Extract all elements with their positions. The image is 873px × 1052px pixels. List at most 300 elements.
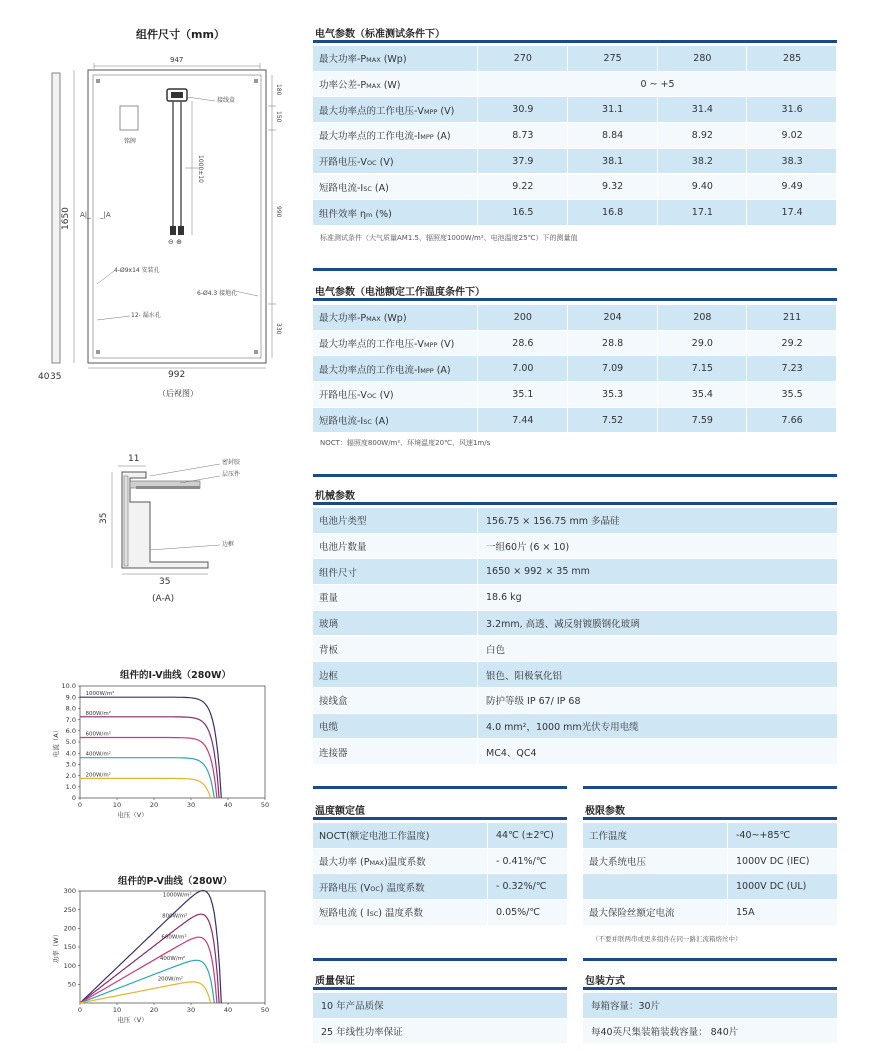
- table-row: [583, 849, 837, 874]
- series-label: 1000W/m²: [85, 691, 115, 698]
- label-text: 接线盒: [319, 696, 348, 708]
- label-unit: (Wp): [380, 313, 407, 325]
- y-tick-label: 200: [63, 924, 76, 933]
- column-divider: [727, 823, 728, 848]
- series-label: 1000W/m²: [162, 892, 192, 899]
- series-label: 600W/m²: [161, 934, 187, 941]
- column-divider: [746, 149, 747, 174]
- label-subscript: SC: [363, 184, 372, 193]
- table-cell: 7.52: [602, 414, 624, 426]
- row-label: [313, 387, 394, 401]
- section-mark-a-right: _|A: [100, 211, 111, 219]
- label-unit: (V): [376, 390, 394, 402]
- dim-frame: 35: [50, 372, 62, 382]
- dim-height: 1650: [61, 207, 71, 230]
- column-divider: [477, 72, 478, 97]
- table-row: [313, 123, 837, 148]
- label-subscript: SC: [369, 910, 379, 919]
- table-cell: 31.6: [781, 104, 803, 116]
- table-cell: 7.00: [512, 363, 534, 375]
- label-text: 最大功率点的工作电压-V: [319, 339, 424, 351]
- label-text: 最大功率-P: [319, 54, 367, 66]
- x-tick-label: 0: [77, 801, 83, 809]
- table-cell: 38.2: [691, 155, 713, 167]
- column-divider: [477, 200, 478, 225]
- label-subscript: OC: [366, 159, 377, 168]
- table-cell: 30.9: [512, 104, 534, 116]
- series-label: 800W/m²: [85, 710, 111, 717]
- label-unit: (V): [376, 157, 394, 169]
- sealant-label: 密封胶: [222, 459, 241, 466]
- column-divider: [477, 559, 478, 584]
- y-tick-label: 100: [63, 961, 76, 970]
- y-tick-label: 300: [63, 887, 76, 896]
- column-divider: [477, 408, 478, 433]
- mech-rule: [313, 502, 837, 505]
- left-column: [0, 0, 300, 1052]
- label-unit: (A): [433, 131, 451, 143]
- column-divider: [567, 382, 568, 407]
- column-divider: [836, 200, 837, 225]
- table-row: [313, 849, 567, 874]
- noct-note: NOCT：辐照度800W/m²、环境温度20℃、风速1m/s: [320, 439, 491, 447]
- row-label: [313, 362, 451, 376]
- label-text: 最大功率-P: [319, 313, 367, 325]
- label-subscript: MPP: [423, 107, 438, 116]
- column-divider: [567, 97, 568, 122]
- table-row: [313, 688, 837, 713]
- column-divider: [836, 382, 837, 407]
- label-text: 最大保险丝额定电流: [589, 908, 675, 920]
- iv-chart-title: 组件的I-V曲线（280W）: [120, 670, 231, 681]
- label-unit: (V): [437, 339, 455, 351]
- column-divider: [477, 331, 478, 356]
- row-label: [313, 905, 423, 919]
- table-row: [313, 175, 837, 200]
- dim-width-bottom: 992: [168, 370, 186, 380]
- label-unit: (%): [372, 208, 392, 220]
- table-row: [313, 356, 837, 381]
- label-text: 电缆: [319, 721, 339, 733]
- table-row: [313, 559, 837, 584]
- label-unit: (Wp): [380, 54, 407, 66]
- label-text: 组件尺寸: [319, 567, 358, 579]
- y-axis-label: 电流（A）: [52, 726, 60, 758]
- y-tick-label: 150: [63, 943, 76, 952]
- label-unit: )温度系数: [383, 857, 426, 869]
- table-row: [583, 900, 837, 925]
- label-text: 开路电压-V: [319, 390, 367, 402]
- row-label: [313, 616, 338, 630]
- table-cell: 7.59: [691, 414, 713, 426]
- column-divider: [477, 175, 478, 200]
- table-cell: 35.4: [691, 388, 713, 400]
- column-divider: [567, 331, 568, 356]
- label-text: 重量: [319, 593, 339, 605]
- table-cell: 35.1: [512, 388, 534, 400]
- label-unit: (A): [433, 364, 451, 376]
- table-cell: 16.8: [602, 207, 624, 219]
- table-cell: 275: [603, 52, 622, 64]
- label-subscript: MAX: [366, 315, 381, 324]
- column-divider: [567, 123, 568, 148]
- temp-rule: [313, 817, 567, 820]
- label-text: 开路电压 (V: [319, 882, 371, 894]
- table-cell: 44℃ (±2℃): [496, 829, 554, 841]
- table-row: [313, 382, 837, 407]
- table-cell: 4.0 mm²，1000 mm光伏专用电缆: [486, 721, 639, 733]
- temp-top-rule: [313, 786, 567, 789]
- y-tick-label: 4.0: [65, 749, 76, 758]
- dim-frame-height: 35: [99, 512, 109, 524]
- drain-holes-label: 12- 漏水孔: [131, 312, 161, 319]
- table-row: [313, 408, 837, 433]
- stc-rule: [313, 40, 837, 43]
- label-subscript: MAX: [366, 82, 381, 91]
- table-cell: 7.44: [512, 414, 534, 426]
- column-divider: [477, 662, 478, 687]
- noct-section-title: 电气参数（电池额定工作温度条件下）: [315, 287, 485, 298]
- rear-view-caption: （后视图）: [158, 389, 198, 398]
- table-cell: 28.6: [512, 337, 534, 349]
- label-subscript: MAX: [366, 56, 381, 65]
- table-row: [313, 739, 837, 764]
- series-label: 400W/m²: [159, 955, 186, 962]
- mech-top-rule: [313, 474, 837, 477]
- label-subscript: SC: [363, 418, 372, 427]
- table-cell: 17.1: [691, 207, 713, 219]
- row-label: [313, 413, 389, 427]
- temp-section-title: 温度额定值: [315, 806, 365, 817]
- table-row: [313, 200, 837, 225]
- dim-lip: 11: [128, 454, 140, 464]
- y-tick-label: 50: [67, 980, 76, 989]
- series-label: 800W/m²: [162, 913, 188, 920]
- column-divider: [477, 149, 478, 174]
- row-label: [583, 854, 646, 868]
- x-tick-label: 20: [149, 801, 159, 809]
- column-divider: [567, 175, 568, 200]
- row-label: [313, 51, 407, 65]
- table-row: [583, 1019, 837, 1044]
- table-row: [313, 585, 837, 610]
- column-divider: [657, 123, 658, 148]
- column-divider: [477, 534, 478, 559]
- table-cell: 1000V DC (IEC): [736, 855, 810, 867]
- frame-cross-section-drawing: [0, 450, 300, 580]
- table-cell: 35.5: [781, 388, 803, 400]
- row-label: [313, 206, 392, 220]
- column-divider: [746, 382, 747, 407]
- table-row: [313, 1019, 567, 1044]
- table-cell: 29.2: [781, 337, 803, 349]
- dim-cable-length: 1000±10: [197, 155, 204, 183]
- column-divider: [727, 900, 728, 925]
- table-cell: 285: [783, 52, 802, 64]
- table-row: [313, 46, 837, 71]
- x-tick-label: 0: [77, 1006, 83, 1014]
- x-tick-label: 10: [112, 801, 122, 809]
- column-divider: [836, 97, 837, 122]
- column-divider: [477, 46, 478, 71]
- packing-section-title: 包装方式: [585, 976, 625, 987]
- table-cell: 7.15: [691, 363, 713, 375]
- column-divider: [727, 874, 728, 899]
- table-cell: 17.4: [781, 207, 803, 219]
- label-text: 工作温度: [589, 831, 628, 843]
- label-text: 玻璃: [319, 619, 339, 631]
- column-divider: [836, 72, 837, 97]
- table-cell: 31.1: [602, 104, 624, 116]
- row-label: 10 年产品质保: [321, 1001, 384, 1013]
- label-subscript: MPP: [423, 341, 438, 350]
- frame-label: 边框: [222, 541, 235, 548]
- y-tick-label: 6.0: [65, 727, 76, 735]
- column-divider: [477, 688, 478, 713]
- label-text: 最大功率 (P: [319, 857, 370, 869]
- row-label: [313, 539, 367, 553]
- y-tick-label: 9.0: [65, 693, 76, 702]
- x-tick-label: 40: [223, 801, 233, 809]
- table-cell: 3.2mm, 高透、减反射镀膜钢化玻璃: [486, 619, 640, 631]
- column-divider: [746, 408, 747, 433]
- column-divider: [487, 849, 488, 874]
- row-label: [313, 77, 401, 91]
- table-row: [313, 72, 837, 97]
- table-row: [313, 823, 567, 848]
- junction-box-label: 接线盒: [217, 97, 236, 104]
- column-divider: [657, 97, 658, 122]
- table-cell: 270: [513, 52, 532, 64]
- column-divider: [657, 331, 658, 356]
- label-text: 最大功率点的工作电流-I: [319, 131, 421, 143]
- column-divider: [477, 611, 478, 636]
- dim-frame-width: 35: [159, 577, 171, 587]
- column-divider: [567, 305, 568, 330]
- column-divider: [567, 46, 568, 71]
- pv-chart-title: 组件的P-V曲线（280W）: [118, 876, 233, 887]
- row-label: [583, 828, 627, 842]
- table-cell: 7.66: [781, 414, 803, 426]
- label-subscript: MPP: [420, 366, 434, 375]
- column-divider: [657, 382, 658, 407]
- plot-frame: [80, 686, 265, 798]
- packing-rule: [583, 987, 837, 990]
- label-subscript: OC: [366, 392, 377, 401]
- column-divider: [477, 97, 478, 122]
- column-divider: [836, 331, 837, 356]
- column-divider: [487, 874, 488, 899]
- table-cell: 156.75 × 156.75 mm 多晶硅: [486, 516, 620, 528]
- column-divider: [657, 149, 658, 174]
- column-divider: [477, 585, 478, 610]
- column-divider: [657, 200, 658, 225]
- column-divider: [836, 356, 837, 381]
- table-cell: 9.40: [691, 181, 713, 193]
- table-cell: 9.49: [781, 181, 803, 193]
- x-tick-label: 40: [223, 1006, 233, 1014]
- column-divider: [746, 123, 747, 148]
- label-unit: (V): [437, 105, 455, 117]
- label-text: 边框: [319, 670, 339, 682]
- limits-note: （不要并联两串或更多组件在同一路汇流箱熔丝中）: [592, 935, 742, 943]
- column-divider: [746, 200, 747, 225]
- column-divider: [746, 46, 747, 71]
- stc-note: 标准测试条件（大气质量AM1.5、辐照度1000W/m²、电池温度25℃）下的测量值: [320, 234, 578, 242]
- polarity-icon: ⊖ ⊕: [168, 238, 182, 246]
- label-text: 短路电流-I: [319, 182, 364, 194]
- table-row: [313, 508, 837, 533]
- table-cell: 1000V DC (UL): [736, 881, 807, 893]
- table-cell: 防护等级 IP 67/ IP 68: [486, 696, 581, 708]
- table-row: [313, 149, 837, 174]
- column-divider: [477, 739, 478, 764]
- label-unit: (A): [371, 182, 389, 194]
- row-label: [313, 668, 338, 682]
- table-cell: 7.23: [781, 363, 803, 375]
- table-cell: MC4、QC4: [486, 747, 537, 759]
- label-text: 最大功率点的工作电流-I: [319, 364, 421, 376]
- table-cell: 38.3: [781, 155, 803, 167]
- table-cell: 208: [693, 311, 712, 323]
- row-label: [313, 693, 348, 707]
- table-row: [313, 97, 837, 122]
- label-text: 最大系统电压: [589, 857, 647, 869]
- table-cell: 211: [783, 311, 802, 323]
- table-cell: 9.02: [781, 129, 803, 141]
- column-divider: [657, 175, 658, 200]
- row-label: [583, 905, 675, 919]
- table-cell: 1650 × 992 × 35 mm: [486, 566, 590, 578]
- y-tick-label: 10.0: [61, 682, 76, 691]
- label-unit: (A): [371, 416, 389, 428]
- label-text: 功率公差-P: [319, 80, 367, 92]
- series-label: 200W/m²: [85, 772, 111, 779]
- limits-section-title: 极限参数: [585, 806, 625, 817]
- table-cell-span: 0 ~ +5: [640, 78, 675, 90]
- column-divider: [567, 149, 568, 174]
- table-row: [313, 534, 837, 559]
- table-row: [313, 900, 567, 925]
- row-label: 25 年线性功率保证: [321, 1027, 403, 1039]
- table-cell: - 0.41%/℃: [496, 855, 547, 867]
- column-divider: [836, 175, 837, 200]
- row-label: [313, 719, 338, 733]
- column-divider: [477, 305, 478, 330]
- dim-right-150: 150: [275, 111, 282, 123]
- label-text: 背板: [319, 644, 339, 656]
- table-cell: 0.05%/℃: [496, 906, 541, 918]
- table-row: [313, 331, 837, 356]
- table-cell: 37.9: [512, 155, 534, 167]
- y-tick-label: 3.0: [65, 760, 76, 769]
- column-divider: [567, 408, 568, 433]
- table-cell: -40~+85℃: [736, 829, 791, 841]
- x-tick-label: 10: [112, 1006, 122, 1014]
- column-divider: [477, 714, 478, 739]
- column-divider: [836, 46, 837, 71]
- table-cell: 35.3: [602, 388, 624, 400]
- column-divider: [836, 149, 837, 174]
- table-row: [313, 637, 837, 662]
- column-divider: [727, 849, 728, 874]
- ground-holes-label: 6-Ø4.3 接地孔: [197, 290, 238, 297]
- column-divider: [477, 356, 478, 381]
- table-cell: 7.09: [602, 363, 624, 375]
- noct-top-rule: [313, 268, 837, 271]
- dim-width-top: 947: [170, 56, 184, 64]
- label-unit: (W): [380, 80, 401, 92]
- table-row: [313, 714, 837, 739]
- label-unit: ) 温度系数: [378, 908, 423, 920]
- x-tick-label: 20: [149, 1006, 159, 1014]
- y-axis-label: 功率（W）: [52, 930, 60, 964]
- series-label: 400W/m²: [85, 751, 111, 758]
- table-row: [313, 874, 567, 899]
- table-cell: 银色、阳极氧化铝: [486, 670, 563, 682]
- x-tick-label: 50: [260, 801, 270, 809]
- x-axis-label: 电压（V）: [117, 811, 148, 819]
- section-caption: (A-A): [152, 594, 175, 604]
- y-tick-label: 5.0: [65, 738, 76, 747]
- dim-right-990: 990: [275, 206, 282, 218]
- mech-section-title: 机械参数: [315, 491, 355, 502]
- table-cell: 31.4: [691, 104, 713, 116]
- mount-holes-label: 4-Ø9x14 安装孔: [114, 267, 160, 274]
- row-label: [313, 103, 454, 117]
- column-divider: [477, 508, 478, 533]
- table-cell: 16.5: [512, 207, 534, 219]
- limits-rule: [583, 817, 837, 820]
- column-divider: [477, 637, 478, 662]
- label-subscript: OC: [370, 884, 380, 893]
- column-divider: [657, 408, 658, 433]
- y-tick-label: 2.0: [65, 771, 76, 780]
- row-label: [313, 745, 348, 759]
- row-label: 每40英尺集装箱装载容量： 840片: [591, 1027, 739, 1039]
- y-tick-label: 250: [63, 905, 76, 914]
- column-divider: [836, 123, 837, 148]
- label-text: 电池片类型: [319, 516, 367, 528]
- stc-section-title: 电气参数（标准测试条件下）: [315, 29, 445, 40]
- table-row: [313, 611, 837, 636]
- label-text: 组件效率 η: [319, 208, 367, 220]
- label-subscript: m: [366, 210, 373, 219]
- warranty-top-rule: [313, 958, 567, 961]
- column-divider: [746, 331, 747, 356]
- row-label: [313, 828, 429, 842]
- dim-right-330: 330: [275, 323, 282, 335]
- warranty-rule: [313, 987, 567, 990]
- row-label: [313, 336, 454, 350]
- table-cell: 280: [693, 52, 712, 64]
- row-label: [313, 642, 338, 656]
- table-row: [583, 993, 837, 1018]
- column-divider: [487, 900, 488, 925]
- y-tick-label: 7.0: [65, 715, 76, 724]
- column-divider: [657, 356, 658, 381]
- table-cell: 8.84: [602, 129, 624, 141]
- x-tick-label: 30: [186, 1006, 196, 1014]
- column-divider: [657, 46, 658, 71]
- column-divider: [567, 200, 568, 225]
- x-tick-label: 30: [186, 801, 196, 809]
- table-cell: 200: [513, 311, 532, 323]
- table-cell: 204: [603, 311, 622, 323]
- table-cell: 18.6 kg: [486, 591, 522, 603]
- label-subscript: MPP: [420, 133, 434, 142]
- label-text: 最大功率点的工作电压-V: [319, 105, 424, 117]
